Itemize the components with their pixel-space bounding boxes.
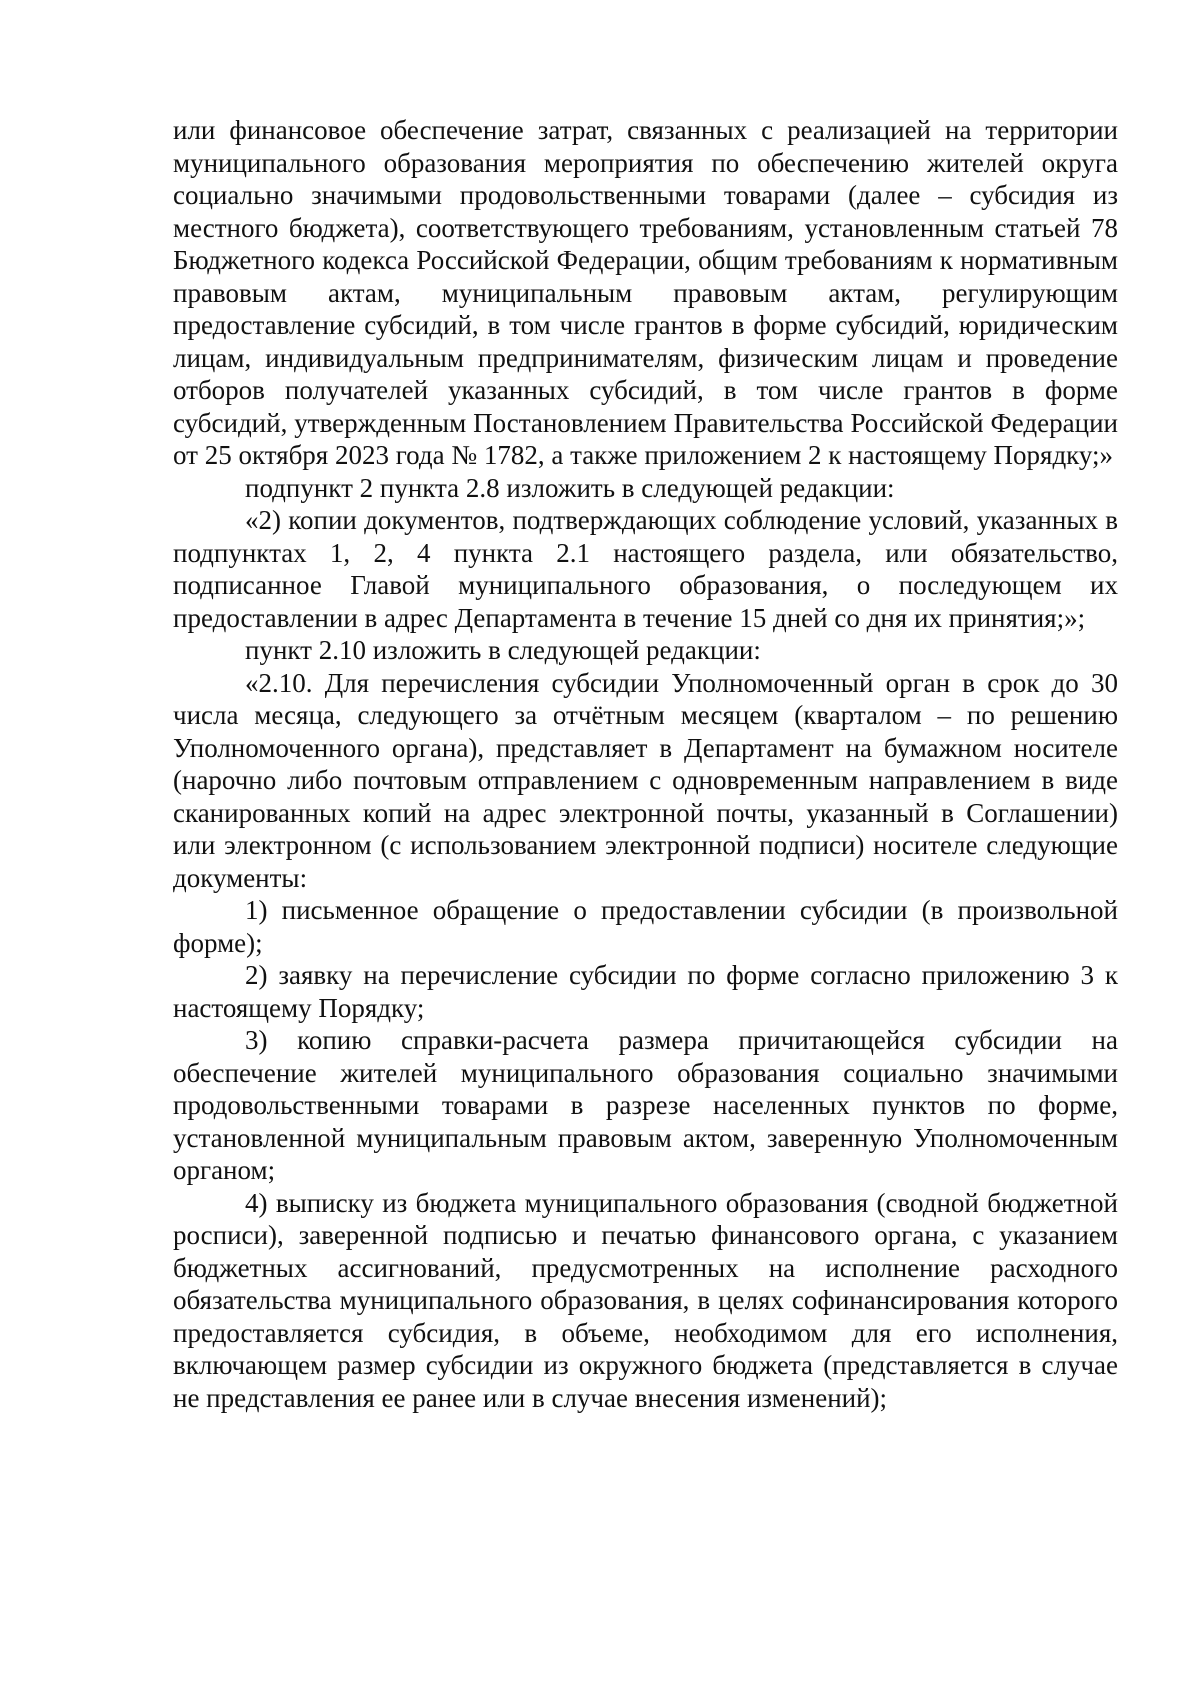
list-item-4: 4) выписку из бюджета муниципального образования (сводной бюджетной росписи), заверенной подписью и печатью финансового органа, с указанием бюджетных ассигнований, предусмотренных на исполнение расходного обязательства муниципального образования, в целях софинансирования которого предоставляется субсидия, в объеме, необходимом для его исполнения, включающем размер субсидии из окружного бюджета (представляется в случае не представления ее ранее или в случае внесения изменений); xyxy=(173,1187,1118,1413)
paragraph-subclause-2-text: «2) копии документов, подтверждающих соблюдение условий, указанных в подпунктах 1, 2, 4 пункта 2.1 настоящего раздела, или обязательство, подписанное Главой муниципального образования, о последующем их предоставлении в адрес Департамента в течение 15 дней со дня их принятия;»; xyxy=(173,505,1118,633)
paragraph-amend-subclause-2-8: подпункт 2 пункта 2.8 изложить в следующей редакции: xyxy=(245,472,895,503)
paragraph-amend-clause-2-10: пункт 2.10 изложить в следующей редакции: xyxy=(245,635,761,665)
list-item-2: 2) заявку на перечисление субсидии по форме согласно приложению 3 к настоящему Порядку; xyxy=(173,960,1118,1023)
paragraph-clause-2-10-text: «2.10. Для перечисления субсидии Уполномоченный орган в срок до 30 числа месяца, следующего за отчётным месяцем (кварталом – по решению Уполномоченного органа), представляет в Департамент на бумажном носителе (нарочно либо почтовым отправлением с одновременным направлением в виде сканированных копий на адрес электронной почты, указанный в Соглашении) или электронном (с использованием электронной подписи) носителе следующие документы: xyxy=(173,667,1118,893)
document-body xyxy=(173,114,1118,1414)
paragraph-subsidy-purpose: или финансовое обеспечение затрат, связанных с реализацией на территории муниципального образования мероприятия по обеспечению жителей округа социально значимыми продовольственными товарами (далее – субсидия из местного бюджета), соответствующего требованиям, установленным статьей 78 Бюджетного кодекса Российской Федерации, общим требованиям к нормативным правовым актам, муниципальным правовым актам, регулирующим предоставление субсидий, в том числе грантов в форме субсидий, юридическим лицам, индивидуальным предпринимателям, физическим лицам и проведение отборов получателей указанных субсидий, в том числе грантов в форме субсидий, утвержденным Постановлением Правительства Российской Федерации от 25 октября 2023 года № 1782, а также приложением 2 к настоящему Порядку;» xyxy=(173,115,1118,470)
list-item-3: 3) копию справки-расчета размера причитающейся субсидии на обеспечение жителей муниципального образования социально значимыми продовольственными товарами в разрезе населенных пунктов по форме, установленной муниципальным правовым актом, заверенную Уполномоченным органом; xyxy=(173,1025,1118,1185)
list-item-1: 1) письменное обращение о предоставлении субсидии (в произвольной форме); xyxy=(173,895,1118,958)
